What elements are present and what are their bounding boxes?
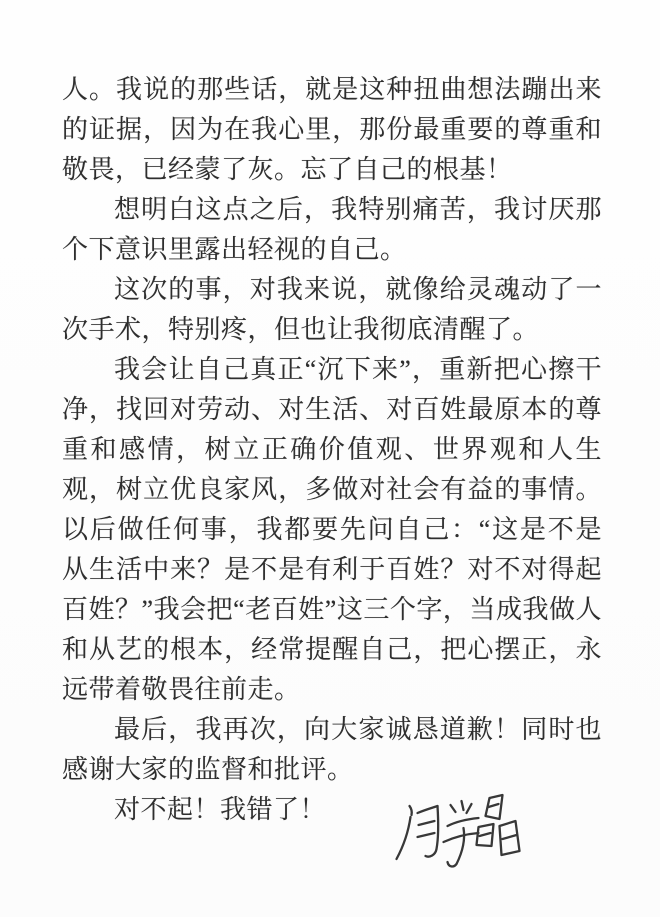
signature-yan-xuejing-icon <box>388 792 533 876</box>
letter-paragraph: 这次的事，对我来说，就像给灵魂动了一次手术，特别疼，但也让我彻底清醒了。 <box>62 275 602 344</box>
letter-paragraph: 想明白这点之后，我特别痛苦，我讨厌那个下意识里露出轻视的自己。 <box>62 195 602 264</box>
letter-paragraph: 我会让自己真正“沉下来”，重新把心擦干净，找回对劳动、对生活、对百姓最原本的尊重和感情，树立正确价值观、世界观和人生观，树立优良家风，多做对社会有益的事情。以后做任何事，我都要先问自己：“这是不是从生活中来？是不是有利于百姓？对不对得起百姓？”我会把“老百姓”这三个字，当成我做人和从艺的根本，经常提醒自己，把心摆正，永远带着敬畏往前走。 <box>62 355 602 704</box>
signature-block <box>388 792 533 876</box>
letter-body <box>62 70 602 830</box>
letter-paragraph: 对不起！我错了！ <box>114 795 327 824</box>
letter-paragraph: 人。我说的那些话，就是这种扭曲想法蹦出来的证据，因为在我心里，那份最重要的尊重和敬畏，已经蒙了灰。忘了自己的根基！ <box>62 75 602 184</box>
letter-paragraph: 最后，我再次，向大家诚恳道歉！同时也感谢大家的监督和批评。 <box>62 715 602 784</box>
